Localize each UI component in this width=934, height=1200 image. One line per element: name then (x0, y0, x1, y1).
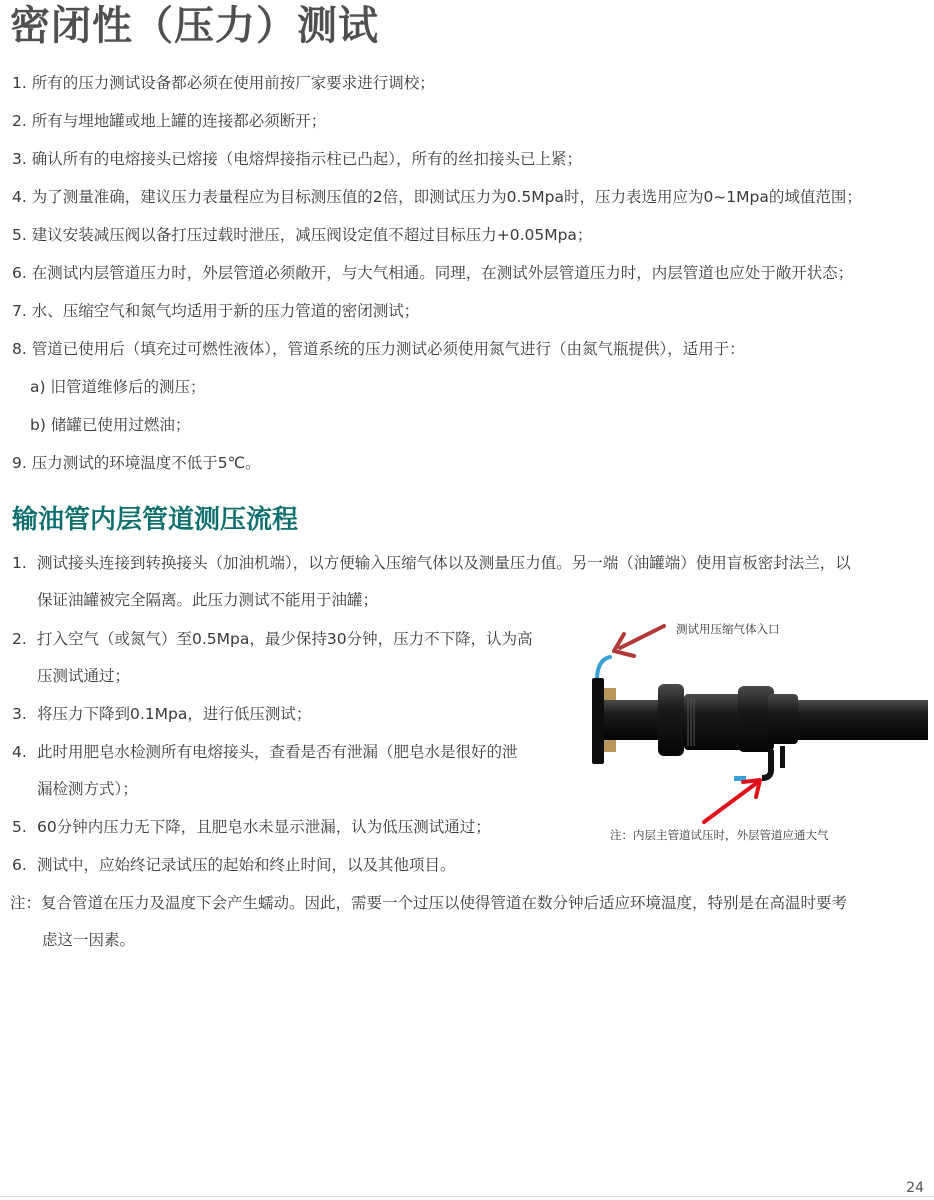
page-title: 密闭性（压力）测试 (10, 3, 379, 49)
inlet-tube (597, 657, 610, 680)
step-text: 打入空气（或氮气）至0.5Mpa，最少保持30分钟，压力不下降，认为高 (37, 630, 533, 648)
procedure-step (12, 704, 311, 741)
step-text: 将压力下降到0.1Mpa，进行低压测试； (37, 705, 312, 723)
page-number: 24 (906, 1180, 924, 1196)
step-text: 60分钟内压力无下降，且肥皂水未显示泄漏，认为低压测试通过； (37, 818, 491, 836)
transition-fitting (684, 694, 744, 750)
vent-label: 注：内层主管道试压时，外层管道应通大气 (610, 828, 829, 842)
note-text: 注：复合管道在压力及温度下会产生蠕动。因此，需要一个过压以使得管道在数分钟后适应环境温度，特别是在高温时要考 (10, 894, 848, 912)
list-item: 5. 建议安装减压阀以备打压过载时泄压，减压阀设定值不超过目标压力+0.05Mpa； (12, 226, 593, 244)
step-text: 压测试通过； (37, 667, 131, 685)
pressure-test-figure (588, 612, 928, 857)
step-text: 测试中，应始终记录试压的起始和终止时间，以及其他项目。 (37, 856, 456, 874)
step-text: 保证油罐被完全隔离。此压力测试不能用于油罐； (37, 591, 379, 609)
outer-vent-pipe (762, 750, 771, 778)
step-number: 3. (12, 705, 27, 723)
electrofusion-coupler (658, 684, 684, 756)
inlet-arrow-line (620, 626, 664, 648)
note-text: 虑这一因素。 (42, 931, 136, 949)
list-item: 9. 压力测试的环境温度不低于5℃。 (12, 454, 261, 472)
list-item: 2. 所有与埋地罐或地上罐的连接都必须断开； (12, 112, 327, 130)
list-item: 1. 所有的压力测试设备都必须在使用前按厂家要求进行调校； (12, 74, 435, 92)
footer-divider (0, 1196, 934, 1197)
list-subitem: b) 储罐已使用过燃油； (30, 416, 191, 434)
list-item: 8. 管道已使用后（填充过可燃性液体），管道系统的压力测试必须使用氮气进行（由氮气瓶提供），适用于： (12, 340, 745, 358)
list-item: 6. 在测试内层管道压力时，外层管道必须敞开，与大气相通。同理，在测试外层管道压力时，内层管道也应处于敞开状态； (12, 264, 854, 282)
step-text: 测试接头连接到转换接头（加油机端），以方便输入压缩气体以及测量压力值。另一端（油罐端）使用盲板密封法兰，以 (37, 554, 851, 572)
step-number: 2. (12, 630, 27, 648)
step-number: 1. (12, 554, 27, 572)
procedure-step (12, 629, 533, 703)
step-number: 6. (12, 856, 27, 874)
list-subitem: a) 旧管道维修后的测压； (30, 378, 206, 396)
vent-arrow-line (704, 782, 758, 822)
blind-flange (592, 678, 604, 764)
inlet-arrow (614, 626, 664, 656)
list-item: 3. 确认所有的电熔接头已熔接（电熔焊接指示柱已凸起），所有的丝扣接头已上紧； (12, 150, 582, 168)
inlet-label: 测试用压缩气体入口 (676, 622, 780, 636)
procedure-step (12, 742, 518, 816)
step-number: 5. (12, 818, 27, 836)
procedure-step (12, 817, 491, 854)
note (10, 893, 847, 950)
pipe-illustration (588, 612, 928, 857)
section-heading: 输油管内层管道测压流程 (12, 505, 299, 535)
vent-port (780, 746, 785, 768)
procedure-step (12, 855, 456, 892)
list-item: 4. 为了测量准确，建议压力表量程应为目标测压值的2倍，即测试压力为0.5Mpa时，压力表选用应为0~1Mpa的域值范围； (12, 188, 862, 206)
step-number: 4. (12, 743, 27, 761)
reducer-fitting (768, 694, 798, 744)
vent-arrow (704, 780, 760, 822)
step-text: 此时用肥皂水检测所有电熔接头，查看是否有泄漏（肥皂水是很好的泄 (37, 743, 518, 761)
step-text: 漏检测方式）； (37, 780, 138, 798)
bolt-top (604, 688, 616, 700)
bolt-bottom (604, 740, 616, 752)
list-item: 7. 水、压缩空气和氮气均适用于新的压力管道的密闭测试； (12, 302, 420, 320)
